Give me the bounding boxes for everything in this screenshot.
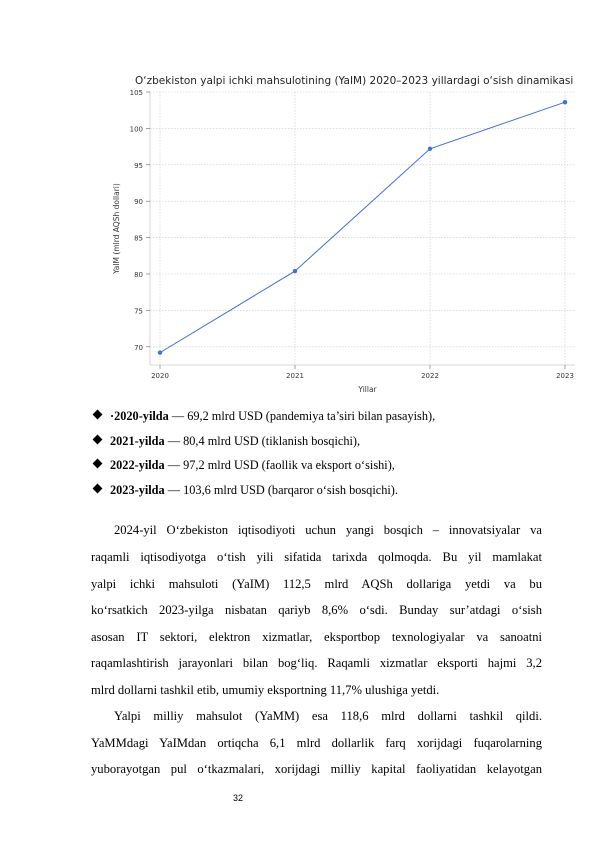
text-line: YaMMdagi YaIMdan ortiqcha 6,1 mlrd dollarlik farq xorijdagi fuqarolarning [91, 736, 542, 750]
gdp-bullet-list [91, 409, 551, 507]
x-tick-label: 2022 [421, 372, 439, 380]
text-line: yalpi ichki mahsuloti (YaIM) 112,5 mlrd AQSh dollariga yetdi va bu [91, 577, 542, 591]
bullet-year: 2021-yilda [110, 433, 165, 448]
x-axis-label: Yillar [358, 385, 377, 394]
diamond-bullet-icon [93, 483, 103, 493]
bullet-item-2023 [91, 483, 551, 508]
x-tick-label: 2023 [556, 372, 574, 380]
bullet-text: — 80,4 mlrd USD (tiklanish bosqichi), [164, 433, 361, 448]
text-line: ko‘rsatkich 2023-yilga nisbatan qariyb 8,6% o‘sdi. Bunday sur’atdagi o‘sish [91, 603, 542, 617]
diamond-bullet-icon [93, 410, 103, 420]
x-tick-label: 2021 [286, 372, 304, 380]
bullet-item-2020 [91, 409, 551, 434]
text-line: raqamlashtirish jarayonlari bilan bog‘liq. Raqamli xizmatlar eksporti hajmi 3,2 [91, 656, 542, 670]
y-tick-label: 85 [134, 234, 143, 243]
text-line: 2024-yil O‘zbekiston iqtisodiyoti uchun yangi bosqich – innovatsiyalar va [114, 523, 542, 537]
bullet-item-2022 [91, 458, 551, 483]
diamond-bullet-icon [93, 434, 103, 444]
y-tick-label: 75 [134, 307, 143, 316]
text-line: raqamli iqtisodiyotga o‘tish yili sifatida tarixda qolmoqda. Bu yil mamlakat [91, 550, 542, 564]
y-tick-label: 90 [134, 198, 143, 207]
bullet-text: — 97,2 mlrd USD (faollik va eksport o‘sishi), [164, 458, 395, 472]
y-tick-label: 95 [134, 161, 143, 170]
text-line: mlrd dollarni tashkil etib, umumiy eksportning 11,7% ulushiga yetdi. [91, 683, 440, 697]
y-tick-label: 80 [134, 271, 143, 279]
bullet-year: 2023-yilda [110, 482, 165, 497]
bullet-text: — 69,2 mlrd USD (pandemiya ta’siri bilan pasayish), [168, 409, 436, 423]
y-axis-label: YaIM (mlrd AQSh dollari) [112, 183, 121, 274]
bullet-year: 2022-yilda [110, 458, 165, 472]
bullet-item-2021 [91, 434, 551, 459]
gdp-data-point [293, 269, 297, 273]
y-tick-label: 100 [129, 125, 143, 134]
gdp-series-line [160, 102, 565, 352]
text-line: yuborayotgan pul o‘tkazmalari, xorijdagi milliy kapital faoliyatidan kelayotgan [91, 762, 542, 776]
gdp-data-point [428, 147, 432, 151]
bullet-year: ·2020-yilda [110, 409, 169, 423]
text-line: asosan IT sektori, elektron xizmatlar, eksportbop texnologiyalar va sanoatni [91, 630, 542, 644]
y-tick-label: 70 [134, 343, 143, 352]
diamond-bullet-icon [93, 459, 103, 469]
gdp-data-point [563, 100, 567, 104]
y-tick-label: 105 [129, 89, 143, 97]
gdp-line-chart [105, 70, 590, 394]
x-tick-label: 2020 [151, 372, 169, 380]
gdp-data-point [158, 350, 162, 354]
page-number: 32 [233, 793, 244, 803]
text-line: Yalpi milliy mahsulot (YaMM) esa 118,6 mlrd dollarni tashkil qildi. [114, 709, 542, 723]
chart-title: O‘zbekiston yalpi ichki mahsulotining (YaIM) 2020–2023 yillardagi o‘sish dinamikasi [135, 75, 574, 87]
bullet-text: — 103,6 mlrd USD (barqaror o‘sish bosqichi). [164, 482, 398, 497]
